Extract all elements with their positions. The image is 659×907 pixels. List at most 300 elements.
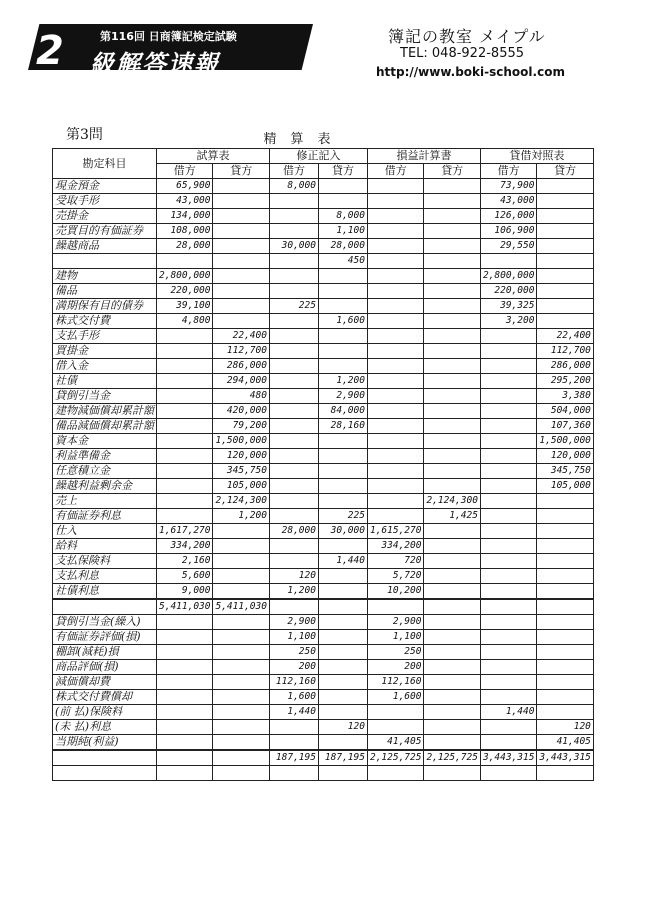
table-row: [53, 569, 594, 584]
amount-cell: 1,200: [269, 584, 318, 600]
amount-cell: 106,900: [480, 224, 536, 239]
amount-cell: [213, 224, 269, 239]
amount-cell: [318, 479, 367, 494]
amount-cell: 108,000: [157, 224, 213, 239]
amount-cell: [480, 554, 536, 569]
amount-cell: [480, 660, 536, 675]
amount-cell: [318, 599, 367, 615]
account-cell: 仕入: [53, 524, 157, 539]
account-cell: [53, 750, 157, 766]
amount-cell: [213, 269, 269, 284]
table-row: [53, 690, 594, 705]
amount-cell: 1,200: [213, 509, 269, 524]
amount-cell: [480, 645, 536, 660]
amount-cell: [424, 254, 480, 269]
amount-cell: [424, 464, 480, 479]
amount-cell: [318, 675, 367, 690]
amount-cell: [157, 374, 213, 389]
amount-cell: [480, 254, 536, 269]
amount-cell: 720: [367, 554, 423, 569]
amount-cell: [318, 299, 367, 314]
debit-header: 借方: [480, 164, 536, 179]
amount-cell: [424, 299, 480, 314]
amount-cell: [318, 269, 367, 284]
amount-cell: [318, 766, 367, 781]
amount-cell: [480, 675, 536, 690]
amount-cell: 250: [367, 645, 423, 660]
amount-cell: [269, 254, 318, 269]
amount-cell: [157, 404, 213, 419]
amount-cell: [213, 690, 269, 705]
amount-cell: 187,195: [318, 750, 367, 766]
amount-cell: [318, 569, 367, 584]
amount-cell: [424, 599, 480, 615]
amount-cell: [318, 690, 367, 705]
amount-cell: [367, 449, 423, 464]
account-cell: 有価証券評価(損): [53, 630, 157, 645]
amount-cell: [213, 675, 269, 690]
amount-cell: 41,405: [537, 735, 593, 751]
amount-cell: [424, 660, 480, 675]
amount-cell: [537, 615, 593, 630]
amount-cell: [424, 554, 480, 569]
amount-cell: [424, 584, 480, 600]
table-row: [53, 224, 594, 239]
amount-cell: [367, 284, 423, 299]
amount-cell: 334,200: [157, 539, 213, 554]
amount-cell: [424, 569, 480, 584]
amount-cell: [480, 449, 536, 464]
amount-cell: [537, 284, 593, 299]
account-cell: 棚卸(減耗)損: [53, 645, 157, 660]
table-row: [53, 615, 594, 630]
amount-cell: [367, 179, 423, 194]
amount-cell: [213, 554, 269, 569]
amount-cell: 1,500,000: [537, 434, 593, 449]
amount-cell: 22,400: [213, 329, 269, 344]
amount-cell: [318, 660, 367, 675]
amount-cell: 1,440: [318, 554, 367, 569]
account-cell: 満期保有目的債券: [53, 299, 157, 314]
table-row: [53, 720, 594, 735]
amount-cell: [269, 374, 318, 389]
amount-cell: [157, 434, 213, 449]
table-row: [53, 179, 594, 194]
table-row: [53, 359, 594, 374]
account-cell: 備品: [53, 284, 157, 299]
amount-cell: [157, 329, 213, 344]
amount-cell: [537, 660, 593, 675]
amount-cell: 1,617,270: [157, 524, 213, 539]
amount-cell: 3,200: [480, 314, 536, 329]
amount-cell: 450: [318, 254, 367, 269]
amount-cell: [537, 254, 593, 269]
amount-cell: 5,600: [157, 569, 213, 584]
total-row: [53, 599, 594, 615]
amount-cell: 5,411,030: [157, 599, 213, 615]
amount-cell: 43,000: [480, 194, 536, 209]
amount-cell: [318, 284, 367, 299]
amount-cell: [367, 720, 423, 735]
amount-cell: 5,720: [367, 569, 423, 584]
account-cell: 貸倒引当金: [53, 389, 157, 404]
account-cell: 支払利息: [53, 569, 157, 584]
amount-cell: [318, 449, 367, 464]
account-cell: 建物: [53, 269, 157, 284]
amount-cell: [367, 404, 423, 419]
amount-cell: [537, 194, 593, 209]
amount-cell: [213, 569, 269, 584]
amount-cell: [424, 374, 480, 389]
account-cell: 商品評価(損): [53, 660, 157, 675]
table-row: [53, 434, 594, 449]
amount-cell: [424, 419, 480, 434]
table-row: [53, 705, 594, 720]
amount-cell: 8,000: [318, 209, 367, 224]
amount-cell: 504,000: [537, 404, 593, 419]
amount-cell: [480, 509, 536, 524]
amount-cell: 2,900: [318, 389, 367, 404]
account-cell: 減価償却費: [53, 675, 157, 690]
amount-cell: 187,195: [269, 750, 318, 766]
amount-cell: 22,400: [537, 329, 593, 344]
debit-header: 借方: [269, 164, 318, 179]
amount-cell: [367, 419, 423, 434]
amount-cell: [213, 524, 269, 539]
amount-cell: [269, 209, 318, 224]
school-name: 簿記の教室 メイプル: [388, 27, 546, 46]
amount-cell: [213, 750, 269, 766]
worksheet-body: [53, 179, 594, 781]
total-row: [53, 750, 594, 766]
account-header: 勘定科目: [53, 149, 157, 179]
amount-cell: [157, 720, 213, 735]
amount-cell: 8,000: [269, 179, 318, 194]
amount-cell: [213, 720, 269, 735]
amount-cell: [367, 269, 423, 284]
account-cell: 社債利息: [53, 584, 157, 600]
amount-cell: [424, 630, 480, 645]
amount-cell: [318, 194, 367, 209]
account-cell: 借入金: [53, 359, 157, 374]
amount-cell: 3,443,315: [537, 750, 593, 766]
amount-cell: 73,900: [480, 179, 536, 194]
amount-cell: 2,124,300: [213, 494, 269, 509]
amount-cell: [537, 179, 593, 194]
account-cell: [53, 254, 157, 269]
debit-header: 借方: [157, 164, 213, 179]
amount-cell: 225: [269, 299, 318, 314]
amount-cell: 220,000: [157, 284, 213, 299]
amount-cell: 1,600: [269, 690, 318, 705]
table-row: [53, 284, 594, 299]
account-cell: 有価証券利息: [53, 509, 157, 524]
amount-cell: [424, 329, 480, 344]
amount-cell: [157, 675, 213, 690]
amount-cell: [367, 344, 423, 359]
amount-cell: [424, 209, 480, 224]
amount-cell: [318, 464, 367, 479]
amount-cell: [537, 239, 593, 254]
table-row: [53, 554, 594, 569]
amount-cell: 2,900: [367, 615, 423, 630]
amount-cell: [424, 314, 480, 329]
amount-cell: 225: [318, 509, 367, 524]
school-url[interactable]: http://www.boki-school.com: [376, 65, 565, 79]
amount-cell: [213, 584, 269, 600]
amount-cell: 28,160: [318, 419, 367, 434]
amount-cell: 2,125,725: [424, 750, 480, 766]
amount-cell: [537, 494, 593, 509]
account-cell: [53, 766, 157, 781]
account-cell: 繰越商品: [53, 239, 157, 254]
amount-cell: 5,411,030: [213, 599, 269, 615]
amount-cell: 1,440: [480, 705, 536, 720]
amount-cell: [213, 735, 269, 751]
amount-cell: 105,000: [537, 479, 593, 494]
account-cell: 買掛金: [53, 344, 157, 359]
amount-cell: [157, 705, 213, 720]
table-row: [53, 464, 594, 479]
table-row: [53, 494, 594, 509]
amount-cell: [318, 344, 367, 359]
amount-cell: [157, 494, 213, 509]
amount-cell: [480, 766, 536, 781]
table-row: [53, 509, 594, 524]
amount-cell: 1,100: [367, 630, 423, 645]
amount-cell: 345,750: [537, 464, 593, 479]
amount-cell: [480, 720, 536, 735]
amount-cell: 28,000: [269, 524, 318, 539]
amount-cell: [269, 344, 318, 359]
amount-cell: [367, 434, 423, 449]
amount-cell: [424, 434, 480, 449]
amount-cell: 41,405: [367, 735, 423, 751]
amount-cell: [269, 735, 318, 751]
amount-cell: [537, 509, 593, 524]
amount-cell: 200: [367, 660, 423, 675]
amount-cell: [480, 389, 536, 404]
account-cell: 当期純(利益): [53, 735, 157, 751]
account-cell: 貸倒引当金(繰入): [53, 615, 157, 630]
amount-cell: 1,615,270: [367, 524, 423, 539]
amount-cell: 286,000: [213, 359, 269, 374]
amount-cell: [213, 539, 269, 554]
account-cell: 任意積立金: [53, 464, 157, 479]
amount-cell: 2,125,725: [367, 750, 423, 766]
amount-cell: [480, 434, 536, 449]
amount-cell: [537, 299, 593, 314]
amount-cell: [269, 599, 318, 615]
amount-cell: [213, 284, 269, 299]
amount-cell: [157, 645, 213, 660]
amount-cell: [213, 179, 269, 194]
amount-cell: 126,000: [480, 209, 536, 224]
amount-cell: 120: [269, 569, 318, 584]
amount-cell: [269, 509, 318, 524]
account-cell: 株式交付費: [53, 314, 157, 329]
amount-cell: [367, 209, 423, 224]
amount-cell: [537, 766, 593, 781]
amount-cell: 30,000: [318, 524, 367, 539]
amount-cell: 9,000: [157, 584, 213, 600]
amount-cell: 3,443,315: [480, 750, 536, 766]
amount-cell: [537, 630, 593, 645]
account-cell: 給料: [53, 539, 157, 554]
amount-cell: 2,800,000: [480, 269, 536, 284]
table-row: [53, 524, 594, 539]
amount-cell: [424, 344, 480, 359]
amount-cell: [367, 766, 423, 781]
credit-header: 貸方: [424, 164, 480, 179]
amount-cell: [213, 314, 269, 329]
amount-cell: 334,200: [367, 539, 423, 554]
amount-cell: [424, 705, 480, 720]
amount-cell: 250: [269, 645, 318, 660]
amount-cell: [157, 750, 213, 766]
amount-cell: [318, 615, 367, 630]
amount-cell: [480, 329, 536, 344]
amount-cell: [157, 254, 213, 269]
amount-cell: [367, 389, 423, 404]
amount-cell: 345,750: [213, 464, 269, 479]
amount-cell: [367, 479, 423, 494]
sheet-title: 精算表: [244, 128, 364, 149]
amount-cell: [269, 284, 318, 299]
table-row: [53, 584, 594, 600]
amount-cell: [157, 479, 213, 494]
amount-cell: [269, 479, 318, 494]
amount-cell: [480, 404, 536, 419]
amount-cell: [480, 569, 536, 584]
account-cell: 繰越利益剰余金: [53, 479, 157, 494]
amount-cell: 1,440: [269, 705, 318, 720]
amount-cell: [424, 179, 480, 194]
amount-cell: [424, 645, 480, 660]
amount-cell: [318, 584, 367, 600]
table-row: [53, 660, 594, 675]
amount-cell: [424, 404, 480, 419]
question-label: 第3問: [66, 127, 103, 143]
amount-cell: [537, 314, 593, 329]
amount-cell: [424, 269, 480, 284]
amount-cell: [424, 720, 480, 735]
banner-title: 級解答速報: [90, 50, 220, 78]
group-header-pl: 損益計算書: [367, 149, 480, 164]
amount-cell: [424, 539, 480, 554]
amount-cell: [424, 389, 480, 404]
amount-cell: [269, 269, 318, 284]
account-cell: 売掛金: [53, 209, 157, 224]
amount-cell: [213, 239, 269, 254]
amount-cell: [213, 299, 269, 314]
amount-cell: [537, 209, 593, 224]
amount-cell: 112,160: [269, 675, 318, 690]
amount-cell: [269, 434, 318, 449]
table-row: [53, 539, 594, 554]
amount-cell: 294,000: [213, 374, 269, 389]
amount-cell: [318, 630, 367, 645]
amount-cell: 28,000: [318, 239, 367, 254]
amount-cell: 480: [213, 389, 269, 404]
amount-cell: 84,000: [318, 404, 367, 419]
amount-cell: [537, 645, 593, 660]
account-cell: 現金預金: [53, 179, 157, 194]
amount-cell: [367, 464, 423, 479]
amount-cell: [480, 494, 536, 509]
amount-cell: 112,700: [213, 344, 269, 359]
group-header-bs: 貸借対照表: [480, 149, 593, 164]
table-row: [53, 344, 594, 359]
amount-cell: 120: [318, 720, 367, 735]
amount-cell: [269, 720, 318, 735]
amount-cell: 2,160: [157, 554, 213, 569]
amount-cell: [157, 344, 213, 359]
amount-cell: [157, 419, 213, 434]
amount-cell: [318, 329, 367, 344]
worksheet-table: [52, 148, 594, 781]
table-row: [53, 299, 594, 314]
amount-cell: [424, 284, 480, 299]
amount-cell: [367, 374, 423, 389]
amount-cell: 112,160: [367, 675, 423, 690]
amount-cell: [318, 179, 367, 194]
table-row: [53, 675, 594, 690]
table-row: [53, 766, 594, 781]
amount-cell: [480, 524, 536, 539]
amount-cell: 1,100: [318, 224, 367, 239]
amount-cell: [537, 690, 593, 705]
amount-cell: [537, 705, 593, 720]
amount-cell: [367, 359, 423, 374]
amount-cell: [480, 374, 536, 389]
amount-cell: [269, 389, 318, 404]
amount-cell: [269, 329, 318, 344]
amount-cell: [269, 359, 318, 374]
amount-cell: 2,800,000: [157, 269, 213, 284]
amount-cell: [367, 254, 423, 269]
table-row: [53, 404, 594, 419]
amount-cell: [424, 479, 480, 494]
account-cell: [53, 599, 157, 615]
table-row: [53, 329, 594, 344]
amount-cell: [157, 389, 213, 404]
amount-cell: 39,100: [157, 299, 213, 314]
amount-cell: 39,325: [480, 299, 536, 314]
table-row: [53, 645, 594, 660]
amount-cell: [367, 224, 423, 239]
amount-cell: [157, 766, 213, 781]
amount-cell: 295,200: [537, 374, 593, 389]
amount-cell: [269, 539, 318, 554]
amount-cell: [269, 404, 318, 419]
amount-cell: [157, 449, 213, 464]
amount-cell: [424, 615, 480, 630]
amount-cell: 65,900: [157, 179, 213, 194]
amount-cell: [318, 494, 367, 509]
amount-cell: 29,550: [480, 239, 536, 254]
account-cell: 支払保険料: [53, 554, 157, 569]
amount-cell: 2,124,300: [424, 494, 480, 509]
amount-cell: 30,000: [269, 239, 318, 254]
amount-cell: 1,100: [269, 630, 318, 645]
amount-cell: [537, 539, 593, 554]
amount-cell: 4,800: [157, 314, 213, 329]
account-cell: 売買目的有価証券: [53, 224, 157, 239]
account-cell: (前 払)保険料: [53, 705, 157, 720]
amount-cell: [424, 239, 480, 254]
amount-cell: [480, 464, 536, 479]
